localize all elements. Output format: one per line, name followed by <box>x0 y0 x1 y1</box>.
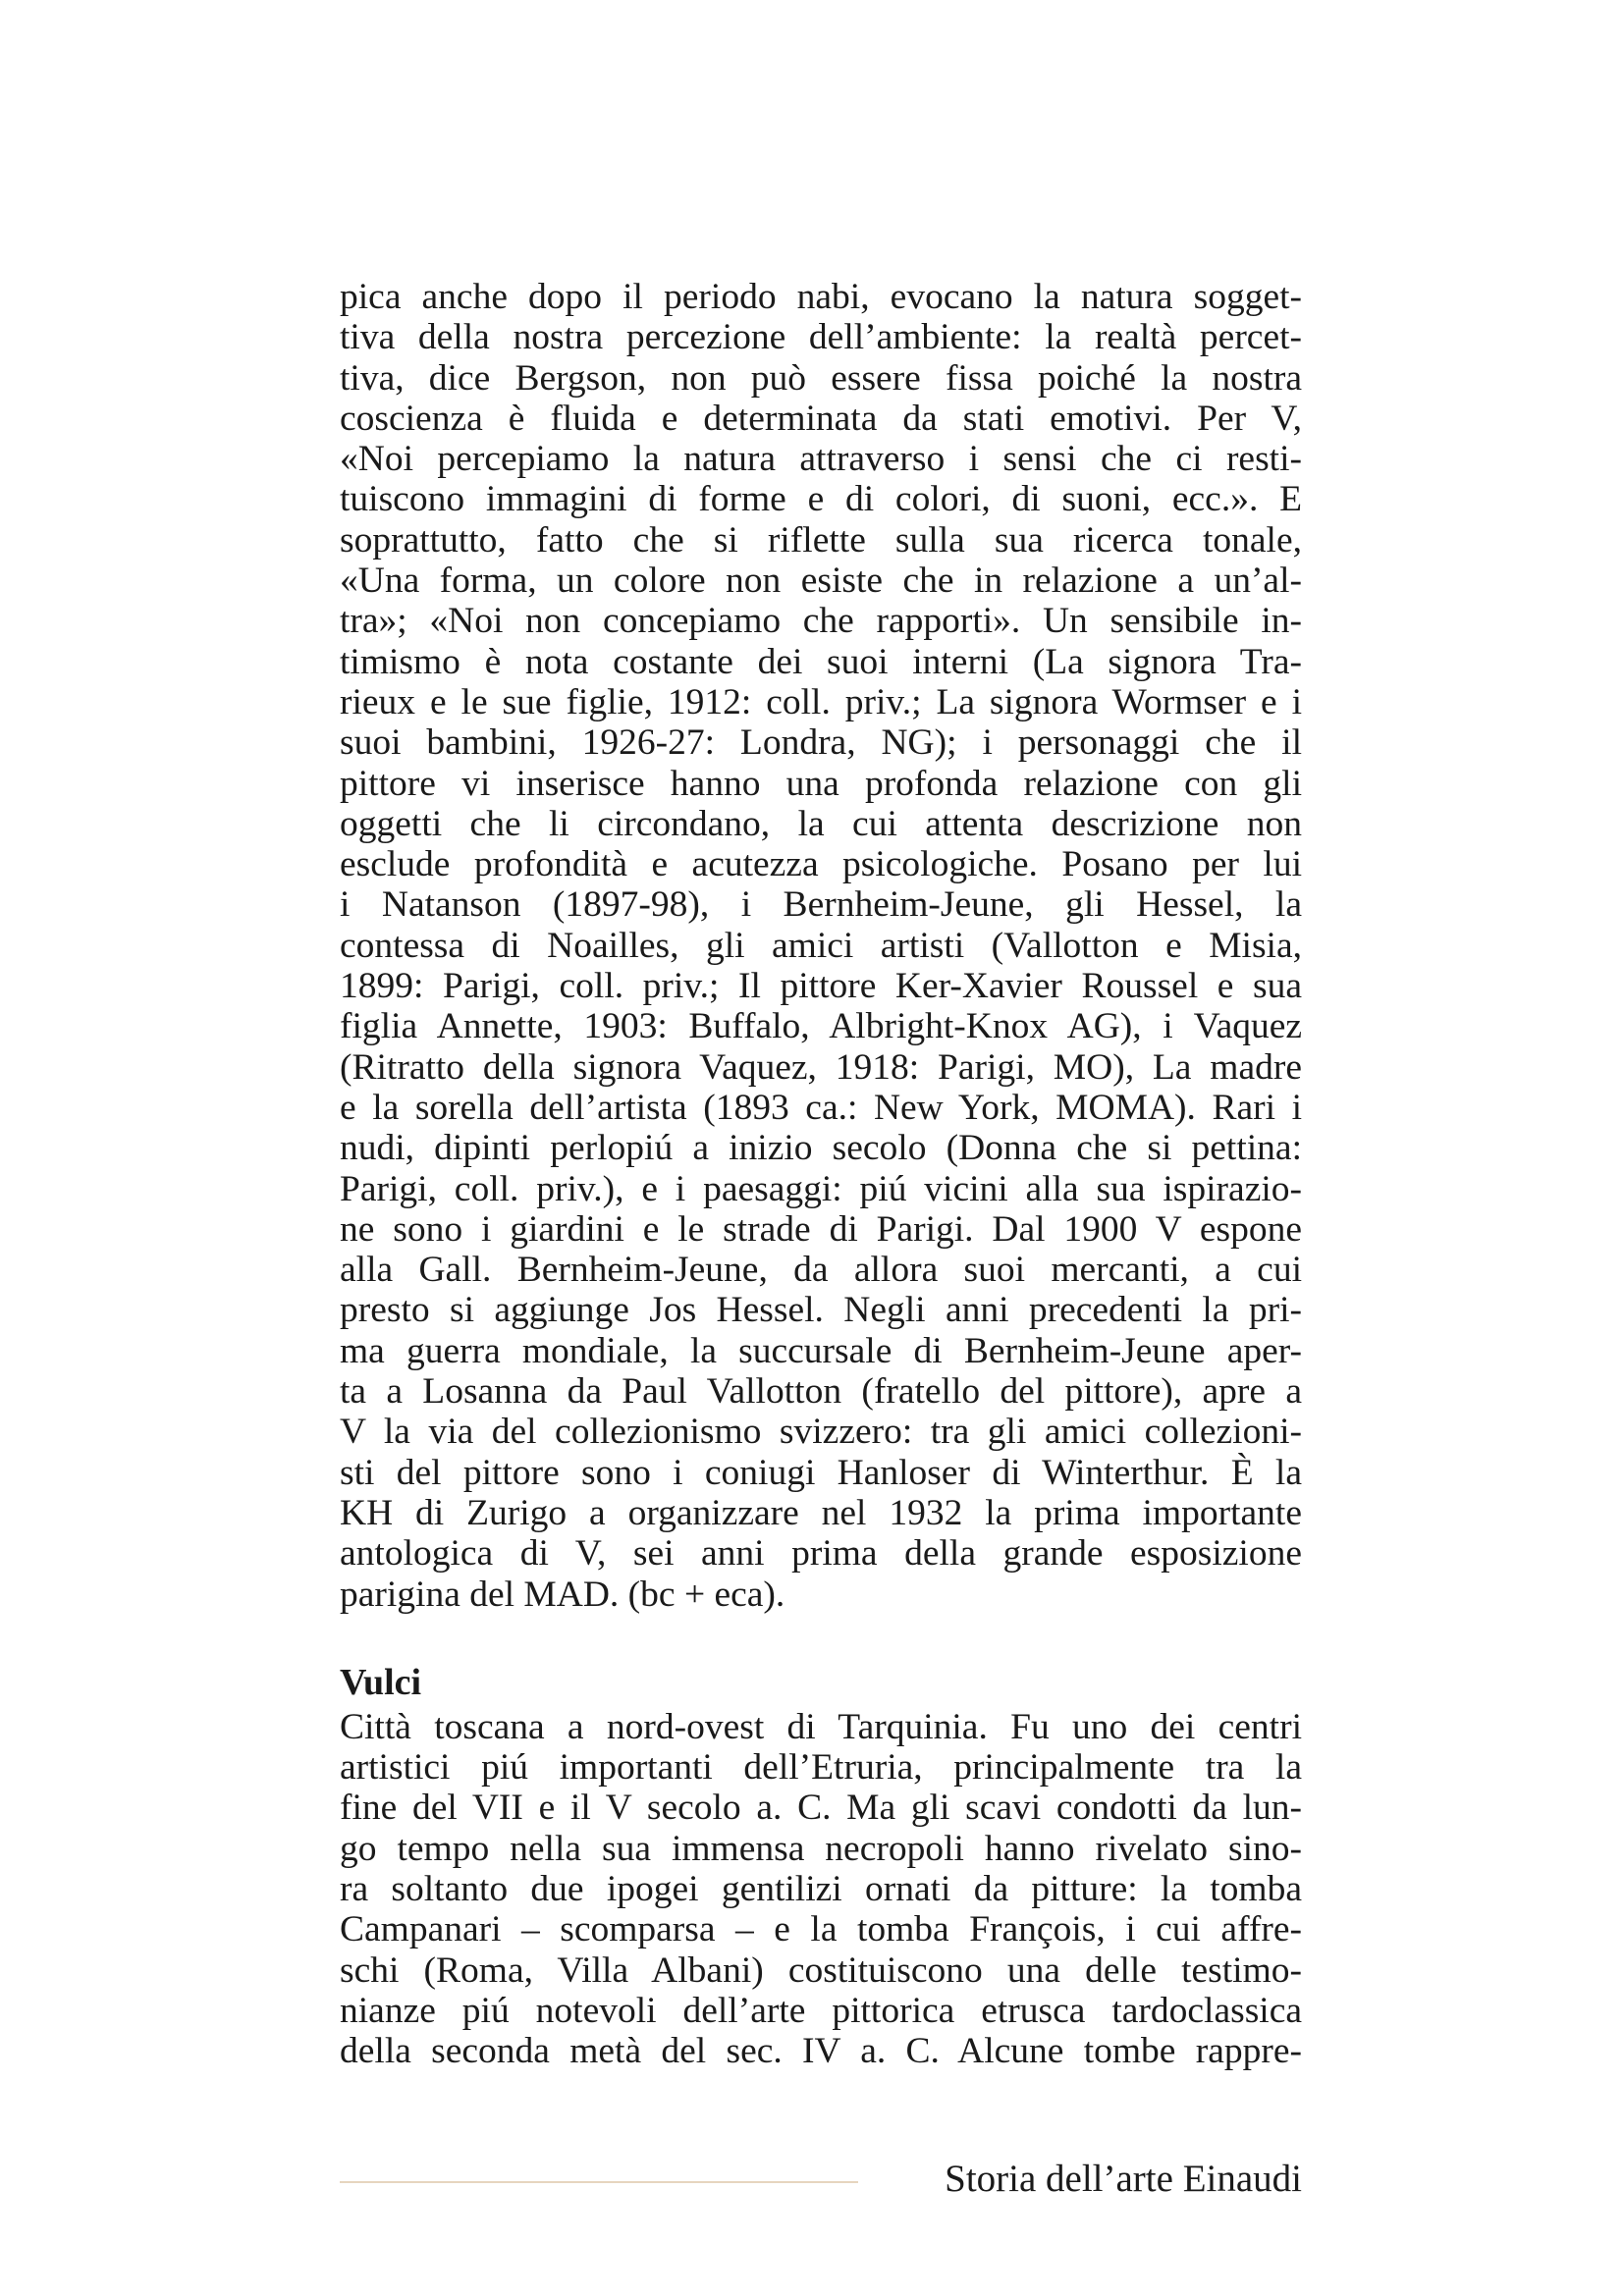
text-line: tuiscono immagini di forme e di colori, di suoni, ecc.». E <box>340 479 1302 520</box>
text-line: «Una forma, un colore non esiste che in relazione a un’al- <box>340 561 1302 602</box>
text-line: suoi bambini, 1926-27: Londra, NG); i personaggi che il <box>340 722 1302 764</box>
text-line: fine del VII e il V secolo a. C. Ma gli scavi condotti da lun- <box>340 1788 1302 1829</box>
text-line: oggetti che li circondano, la cui attenta descrizione non <box>340 803 1302 844</box>
text-line: soprattutto, fatto che si riflette sulla sua ricerca tonale, <box>340 519 1302 561</box>
text-line: KH di Zurigo a organizzare nel 1932 la prima importante <box>340 1492 1302 1533</box>
text-line: antologica di V, sei anni prima della grande esposizione <box>340 1533 1302 1575</box>
text-line: della seconda metà del sec. IV a. C. Alcune tombe rappre- <box>340 2031 1302 2072</box>
text-line: (Ritratto della signora Vaquez, 1918: Parigi, MO), La madre <box>340 1046 1302 1088</box>
text-line: Campanari – scomparsa – e la tomba François, i cui affre- <box>340 1909 1302 1950</box>
text-line: parigina del MAD. (bc + eca). <box>340 1574 785 1615</box>
text-line: ma guerra mondiale, la succursale di Bernheim-Jeune aper- <box>340 1330 1302 1371</box>
text-line: coscienza è fluida e determinata da stati emotivi. Per V, <box>340 398 1302 439</box>
text-line: Parigi, coll. priv.), e i paesaggi: piú vicini alla sua ispirazio- <box>340 1168 1302 1209</box>
text-line: go tempo nella sua immensa necropoli hanno rivelato sino- <box>340 1828 1302 1869</box>
text-line: e la sorella dell’artista (1893 ca.: New York, MOMA). Rari i <box>340 1087 1302 1128</box>
text-line: i Natanson (1897-98), i Bernheim-Jeune, gli Hessel, la <box>340 884 1302 926</box>
text-line: ta a Losanna da Paul Vallotton (fratello del pittore), apre a <box>340 1371 1302 1413</box>
text-line: pittore vi inserisce hanno una profonda relazione con gli <box>340 763 1302 804</box>
footer-publisher: Storia dell’arte Einaudi <box>945 2158 1302 2200</box>
text-line: Città toscana a nord-ovest di Tarquinia. Fu uno dei centri <box>340 1706 1302 1747</box>
text-line: tiva, dice Bergson, non può essere fissa poiché la nostra <box>340 357 1302 399</box>
text-line: alla Gall. Bernheim-Jeune, da allora suoi mercanti, a cui <box>340 1250 1302 1291</box>
text-line: V la via del collezionismo svizzero: tra gli amici collezioni- <box>340 1412 1302 1453</box>
text-line: tiva della nostra percezione dell’ambiente: la realtà percet- <box>340 317 1302 358</box>
page-content <box>340 277 1302 2071</box>
text-line: ne sono i giardini e le strade di Parigi. Dal 1900 V espone <box>340 1208 1302 1250</box>
text-line: presto si aggiunge Jos Hessel. Negli anni precedenti la pri- <box>340 1290 1302 1331</box>
text-line: esclude profondità e acutezza psicologiche. Posano per lui <box>340 844 1302 885</box>
text-line: artistici piú importanti dell’Etruria, principalmente tra la <box>340 1747 1302 1789</box>
text-line: tra»; «Noi non concepiamo che rapporti». Un sensibile in- <box>340 601 1302 642</box>
article-continuation <box>340 277 1302 1615</box>
page-footer <box>340 2155 1302 2204</box>
text-line: rieux e le sue figlie, 1912: coll. priv.; La signora Wormser e i <box>340 681 1302 722</box>
text-line: «Noi percepiamo la natura attraverso i sensi che ci resti- <box>340 439 1302 480</box>
text-line: nianze piú notevoli dell’arte pittorica etrusca tardoclassica <box>340 1990 1302 2031</box>
text-line: sti del pittore sono i coniugi Hanloser di Winterthur. È la <box>340 1452 1302 1493</box>
footer-divider <box>340 2181 858 2183</box>
text-line: contessa di Noailles, gli amici artisti (Vallotton e Misia, <box>340 925 1302 966</box>
text-line: nudi, dipinti perlopiú a inizio secolo (Donna che si pettina: <box>340 1128 1302 1169</box>
text-line: schi (Roma, Villa Albani) costituiscono una delle testimo- <box>340 1949 1302 1991</box>
text-line: 1899: Parigi, coll. priv.; Il pittore Ker-Xavier Roussel e sua <box>340 966 1302 1007</box>
text-line: pica anche dopo il periodo nabi, evocano la natura sogget- <box>340 277 1302 317</box>
text-line: ra soltanto due ipogei gentilizi ornati da pitture: la tomba <box>340 1868 1302 1909</box>
entry-title: Vulci <box>340 1661 422 1703</box>
text-line: figlia Annette, 1903: Buffalo, Albright-Knox AG), i Vaquez <box>340 1006 1302 1047</box>
text-line: timismo è nota costante dei suoi interni (La signora Tra- <box>340 641 1302 682</box>
entry-vulci <box>340 1662 1302 2072</box>
